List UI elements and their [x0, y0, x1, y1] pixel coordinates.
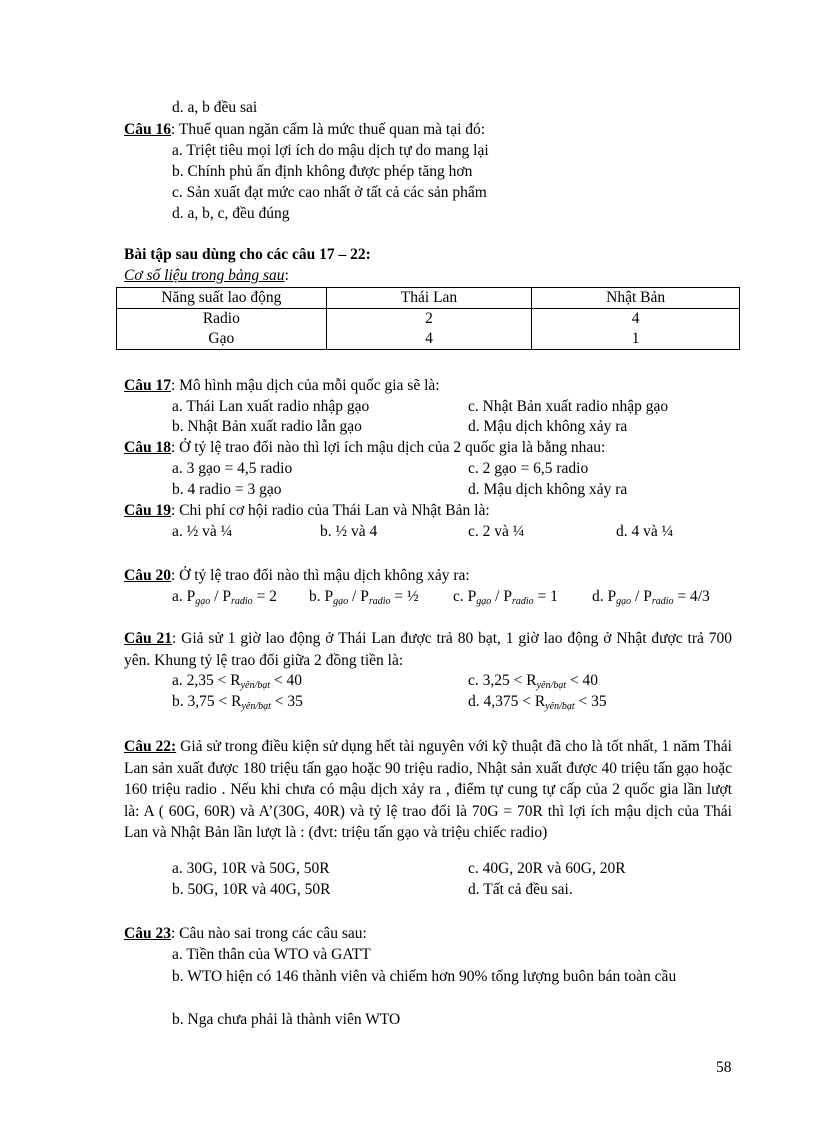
- q17-option-c: c. Nhật Bản xuất radio nhập gạo: [468, 398, 669, 415]
- q18-option-b: b. 4 radio = 3 gạo: [172, 481, 282, 498]
- q18-option-a: a. 3 gạo = 4,5 radio: [172, 460, 293, 477]
- q22-option-a: a. 30G, 10R và 50G, 50R: [172, 860, 330, 877]
- table-row: [117, 309, 740, 330]
- table-header-row: [117, 288, 740, 309]
- q20-option-c: c. $P_{gạo} / P_{radio} = 1$: [453, 588, 558, 607]
- q20-option-a: a. $P_{gạo} / P_{radio} = 2$: [172, 588, 277, 607]
- q23-question: [124, 924, 367, 944]
- q18-text: : Ở tỷ lệ trao đổi nào thì lợi ích mậu dịch của 2 quốc gia là bằng nhau:: [170, 439, 606, 456]
- q21-text: : Giả sử 1 giờ lao động ở Thái Lan được trả 80 bạt, 1 giờ lao động ở Nhật được trả 700 yên. Khung tỷ lệ trao đổi giữa 2 đồng tiền là:: [124, 630, 732, 669]
- q23-option-b: b. WTO hiện có 146 thành viên và chiếm hơn 90% tổng lượng buôn bán toàn cầu: [172, 968, 677, 985]
- q21-option-d: d. $4,375 < R_{yên/bạt} < 35$: [468, 693, 607, 712]
- q20-question: [124, 566, 470, 586]
- q19-option-c: c. 2 và ¼: [468, 523, 525, 540]
- q18-option-d: d. Mậu dịch không xảy ra: [468, 481, 628, 498]
- q19-option-a: a. ½ và ¼: [172, 523, 233, 540]
- q23-option-c: b. Nga chưa phải là thành viên WTO: [172, 1011, 401, 1028]
- q21-option-a: a. $2,35 < R_{yên/bạt} < 40$: [172, 672, 303, 691]
- q21-question: [124, 628, 732, 671]
- q22-option-d: d. Tất cả đều sai.: [468, 881, 573, 898]
- q16-option-b: b. Chính phủ ấn định không được phép tăng hơn: [172, 163, 473, 180]
- q22-label: Câu 22:: [124, 738, 177, 755]
- q18-question: [124, 438, 605, 458]
- q18-label: Câu 18: [124, 439, 171, 456]
- q17-question: [124, 376, 440, 396]
- q21-option-c: c. $3,25 < R_{yên/bạt} < 40$: [468, 672, 599, 691]
- q20-option-d: d. $P_{gạo} / P_{radio} = 4/3$: [592, 588, 710, 607]
- table-cell: 4: [326, 329, 532, 350]
- q19-option-b: b. ½ và 4: [320, 523, 378, 540]
- page-number: 58: [716, 1059, 732, 1076]
- q21-label: Câu 21: [124, 630, 172, 647]
- q22-option-c: c. 40G, 20R và 60G, 20R: [468, 860, 626, 877]
- q19-text: : Chi phí cơ hội radio của Thái Lan và Nhật Bản là:: [170, 502, 490, 519]
- q15-option-d: d. a, b đều sai: [172, 99, 258, 116]
- q22-question: [124, 736, 732, 844]
- q20-option-b: b. $P_{gạo} / P_{radio}$ = ½: [309, 588, 419, 607]
- q20-label: Câu 20: [124, 567, 171, 584]
- q17-text: : Mô hình mậu dịch của mỗi quốc gia sẽ là:: [170, 377, 440, 394]
- exercise-subheading: Cơ số liệu trong bảng sau:: [124, 267, 289, 284]
- q23-text: : Câu nào sai trong các câu sau:: [170, 925, 367, 942]
- q16-option-d: d. a, b, c, đều đúng: [172, 205, 290, 222]
- q17-option-a: a. Thái Lan xuất radio nhập gạo: [172, 398, 370, 415]
- q16-option-a: a. Triệt tiêu mọi lợi ích do mậu dịch tự do mang lại: [172, 142, 489, 159]
- table-cell: 2: [326, 309, 532, 330]
- q21-option-b: b. $3,75 < R_{yên/bạt} < 35$: [172, 693, 303, 712]
- q17-label: Câu 17: [124, 377, 171, 394]
- q22-option-b: b. 50G, 10R và 40G, 50R: [172, 881, 331, 898]
- q16-option-c: c. Sản xuất đạt mức cao nhất ở tất cả các sản phẩm: [172, 184, 487, 201]
- q16-question: [124, 120, 485, 140]
- table-cell: Gạo: [117, 329, 327, 350]
- q18-option-c: c. 2 gạo = 6,5 radio: [468, 460, 589, 477]
- q16-text: : Thuế quan ngăn cấm là mức thuế quan mà tại đó:: [170, 121, 486, 138]
- table-header-cell: Thái Lan: [326, 288, 532, 309]
- q23-option-a: a. Tiền thân của WTO và GATT: [172, 946, 371, 963]
- q23-label: Câu 23: [124, 925, 171, 942]
- table-cell: Radio: [117, 309, 327, 330]
- q17-option-b: b. Nhật Bản xuất radio lẫn gạo: [172, 418, 362, 435]
- q19-option-d: d. 4 và ¼: [616, 523, 674, 540]
- table-header-cell: Năng suất lao động: [117, 288, 327, 309]
- table-row: [117, 329, 740, 350]
- q17-option-d: d. Mậu dịch không xảy ra: [468, 418, 628, 435]
- q22-text: Giả sử trong điều kiện sử dụng hết tài nguyên với kỹ thuật đã cho là tốt nhất, 1 năm Thái Lan sản xuất được 180 triệu tấn gạo hoặc 90 triệu radio, Nhật sản xuất được 40 triệu tấn gạo hoặc 160 triệu radio . Nếu khi chưa có mậu dịch xảy ra , điểm tự cung tự cấp của 2 quốc gia lần lượt là: A ( 60G, 60R) và A’(30G, 40R) và tỷ lệ trao đổi là 70G = 70R thì lợi ích mậu dịch của Thái Lan và Nhật Bản lần lượt là : (đvt: triệu tấn gạo và triệu chiếc radio): [124, 738, 732, 841]
- q19-label: Câu 19: [124, 502, 171, 519]
- q16-label: Câu 16: [124, 121, 171, 138]
- productivity-table: [116, 287, 740, 350]
- table-cell: 4: [532, 309, 740, 330]
- exercise-heading: Bài tập sau dùng cho các câu 17 – 22:: [124, 246, 371, 263]
- table-header-cell: Nhật Bản: [532, 288, 740, 309]
- q19-question: [124, 501, 490, 521]
- table-cell: 1: [532, 329, 740, 350]
- q20-text: : Ở tỷ lệ trao đổi nào thì mậu dịch không xảy ra:: [170, 567, 470, 584]
